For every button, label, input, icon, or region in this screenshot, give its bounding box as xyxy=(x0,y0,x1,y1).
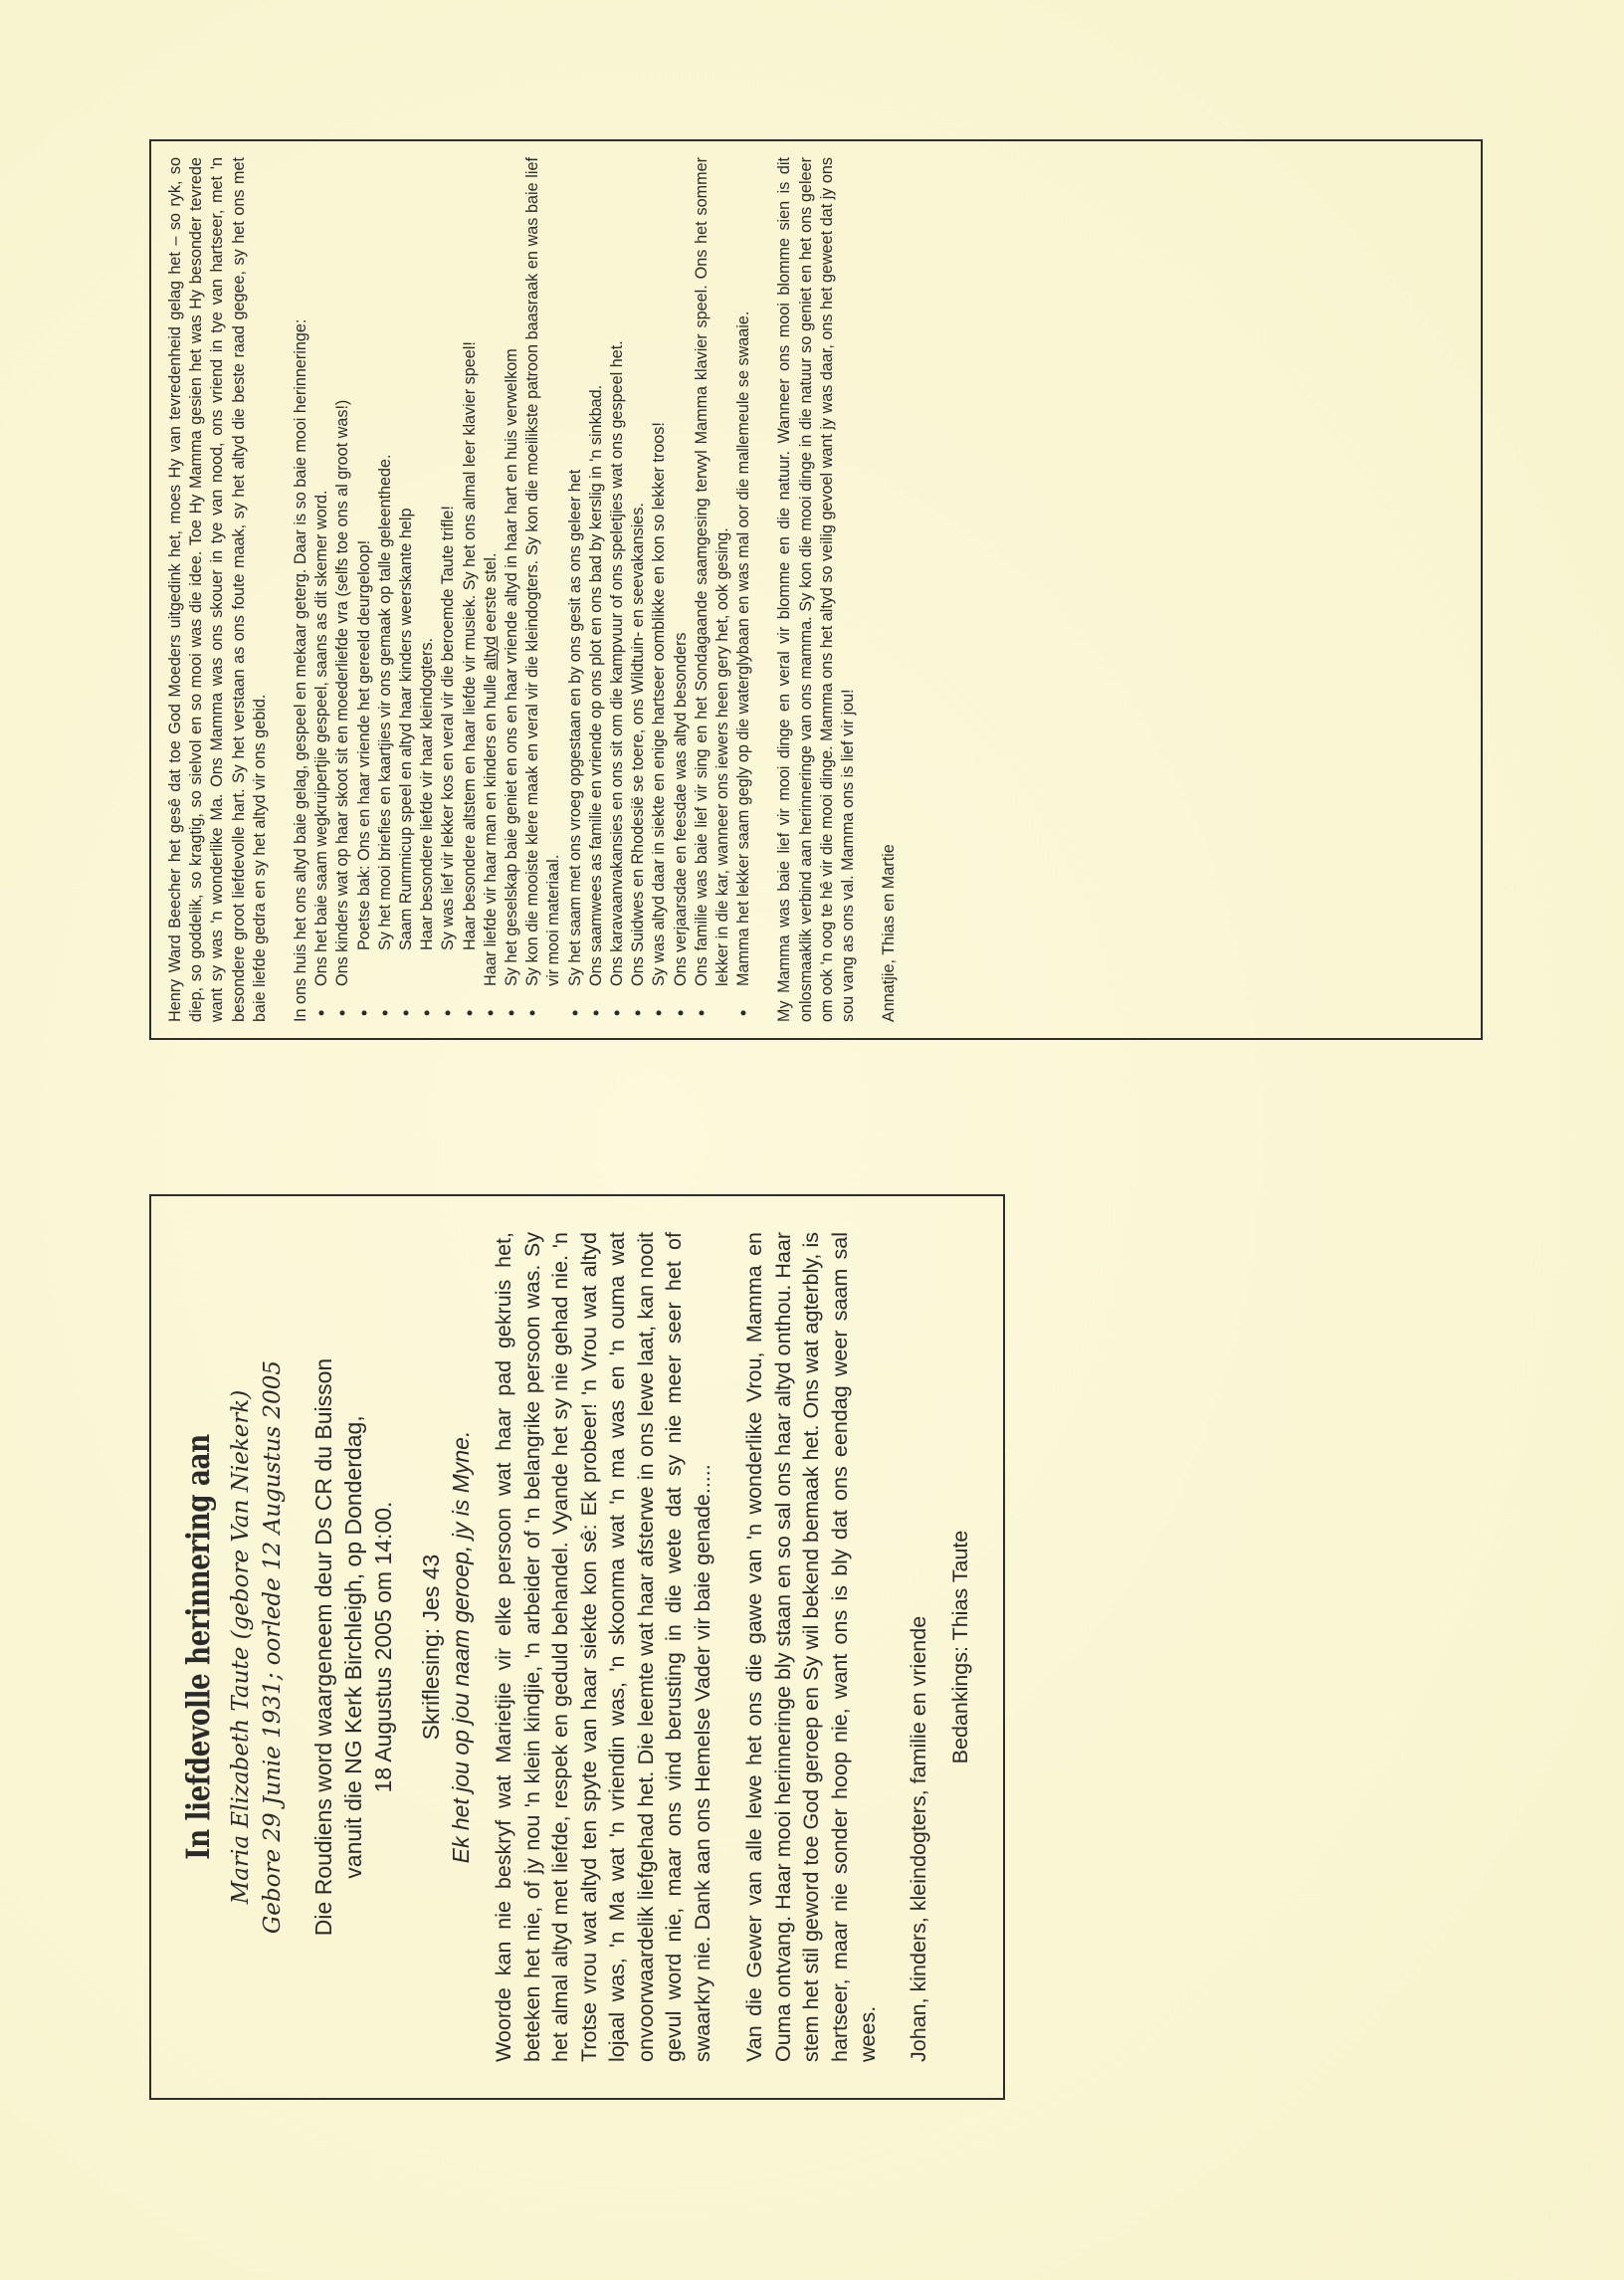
list-item: • Sy was lief vir lekker kos en veral vir die beroemde Taute trifle! xyxy=(438,157,459,950)
memories-panel xyxy=(149,139,1483,1040)
list-item: • Ons saamwees as familie en vriende op ons plot en ons bad by kerslig in 'n sinkbad. xyxy=(586,157,607,986)
list-item: • Sy het saam met ons vroeg opgestaan en by ons gesit as ons geleer het xyxy=(565,157,586,986)
service-line: vanuit die NG Kerk Birchleigh, op Donderdag, xyxy=(340,1415,366,1879)
list-item: • Ons Suidwes en Rhodesië se toere, ons Wildtuin- en seevakansies. xyxy=(628,157,649,986)
deceased-name: Maria Elizabeth Taute (gebore Van Niekerk) xyxy=(228,1389,254,1905)
list-item: • Saam Rummicup speel en altyd haar kinders weerskante help xyxy=(396,157,417,950)
memories-list xyxy=(481,157,671,1022)
underlined-word: altyd xyxy=(481,636,500,671)
intro-paragraph: Henry Ward Beecher het gesê dat toe God Moeders uitgedink het, moes Hy van tevredenheid gelag het – so ryk, so diep, so goddelik, so kragtig, so sielvol en so mooi was die idee. Toe Hy Mamma gesien het was Hy besonder tevrede want sy was 'n wonderlike Ma. Ons Mamma was ons skouer in tye van nood, ons vriend in tye van hartseer, met 'n besondere groot liefdevolle hart. Sy het verstaan as ons foute maak, sy het altyd die beste raad gegee, sy het ons met baie liefde gedra en sy het altyd vir ons gebid. xyxy=(166,157,269,1022)
service-line: Die Roudiens word waargeneem deur Ds CR du Buisson xyxy=(310,1357,336,1937)
list-item: • Haar besondere altstem en haar liefde vir musiek. Sy het ons almal leer klavier speel! xyxy=(460,157,481,950)
scripture-reading: Skriflesing: Jes 43 xyxy=(418,1554,444,1741)
memories-list xyxy=(354,157,481,1022)
memorial-panel xyxy=(149,1194,1005,2100)
memories-list xyxy=(311,157,353,1022)
list-item: • Ons karavaanvakansies en ons sit om die kampvuur of ons speletjies wat ons gespeel het. xyxy=(607,157,628,986)
list-item: • Poetse bak: Ons en haar vriende het gereeld deurgeloop! xyxy=(354,157,375,950)
list-item: • Ons familie was baie lief vir sing en het Sondagaande saamgesing terwyl Mamma klavier speel. Ons het sommer lekker in die kar, wanneer ons iewers heen gery het, ook gesing. xyxy=(692,157,733,986)
service-details xyxy=(308,1232,398,2062)
scripture-quote: Ek het jou op jou naam geroep, jy is Myne. xyxy=(448,1430,474,1864)
closing-paragraph: My Mamma was baie lief vir mooi dinge en veral vir blomme en die natuur. Wanneer ons mooi blomme sien is dit onlosmaaklik verbind aan herinneringe van ons mamma. Sy kon die mooi dinge in die natuur so geniet en het ons geleer om ook 'n oog te hê vir die mooi dinge. Mamma ons het altyd so veilig gevoel want jy was daar, ons het geweet dat jy ons sou vang as ons val. Mamma ons is lief vir jou! xyxy=(775,157,858,1022)
memorial-heading: In liefdevolle herinnering aan xyxy=(179,1434,217,1860)
list-item: • Haar liefde vir haar man en kinders en hulle altyd eerste stel. xyxy=(481,157,502,986)
list-item: • Sy het mooi briefies en kaartjies vir ons gemaak op talle geleenthede. xyxy=(375,157,396,950)
list-item: • Sy kon die mooiste klere maak en veral vir die kleindogters. Sy kon die moeilikste patroon baasraak en was baie lief vir mooi materiaal. xyxy=(522,157,564,986)
signature: Annatjie, Thias en Martie xyxy=(880,844,899,1022)
service-line: 18 Augustus 2005 om 14:00. xyxy=(370,1501,396,1793)
family-signoff: Johan, kinders, kleindogters, familie en vriende xyxy=(906,1615,930,2062)
list-item: • Ons kinders wat op haar skoot sit en moederliefde vra (selfs toe ons al groot was!) xyxy=(332,157,353,986)
list-item: • Sy het geselskap baie geniet en ons en haar vriende altyd in haar hart en huis verwelkom xyxy=(502,157,522,986)
tribute-paragraph: Van die Gewer van alle lewe het ons die gawe van 'n wonderlike Vrou, Mamma en Ouma ontvang. Haar mooi herinneringe bly staan en so sal ons haar altyd onthou. Haar stem het stil geword toe God geroep en Sy wil bekend bemaak het. Ons wat agterbly, is hartseer, maar nie sonder hoop nie, want ons is bly dat ons eendag weer saam sal wees. xyxy=(742,1232,880,2062)
list-item: • Sy was altyd daar in siekte en enige hartseer oomblikke en kon so lekker troos! xyxy=(649,157,670,986)
tribute-paragraph: Woorde kan nie beskryf wat Marietjie vir elke persoon wat haar pad gekruis het, beteken het nie, of jy nou 'n klein kindjie, 'n arbeider of 'n belangrike persoon was. Sy het almal altyd met liefde, respek en geduld behandel. Vyande het sy nie gehad nie. 'n Trotse vrou wat altyd ten spyte van haar siekte kon sê: Ek probeer! 'n Vrou wat altyd lojaal was, 'n Ma wat 'n vriendin was, 'n skoonma wat 'n ma was en 'n ouma wat onvoorwaardelik liefgehad het. Die leemte wat haar afsterwe in ons lewe laat, kan nooit gevul word nie, maar ons vind berusting in die wete dat sy nie meer seer het of swaarkry nie. Dank aan ons Hemelse Vader vir baie genade..... xyxy=(492,1232,714,2062)
birth-death-dates: Gebore 29 Junie 1931; oorlede 12 Augustus 2005 xyxy=(260,1359,286,1935)
list-item: • Ons het baie saam wegkruipertjie gespeel, saans as dit skemer word. xyxy=(311,157,332,986)
memories-list xyxy=(671,157,755,1022)
memories-intro: In ons huis het ons altyd baie gelag, gespeel en mekaar geterg. Daar is so baie mooi herinneringe: xyxy=(292,318,310,1022)
list-item: • Haar besondere liefde vir haar kleindogters. xyxy=(417,157,438,950)
list-item: • Ons verjaarsdae en feesdae was altyd besonders xyxy=(671,157,692,986)
list-item: • Mamma het lekker saam gegly op die waterglybaan en was mal oor die mallemeule se swaaie. xyxy=(733,157,754,986)
acknowledgement-line: Bedankings: Thias Taute xyxy=(948,1530,972,1764)
